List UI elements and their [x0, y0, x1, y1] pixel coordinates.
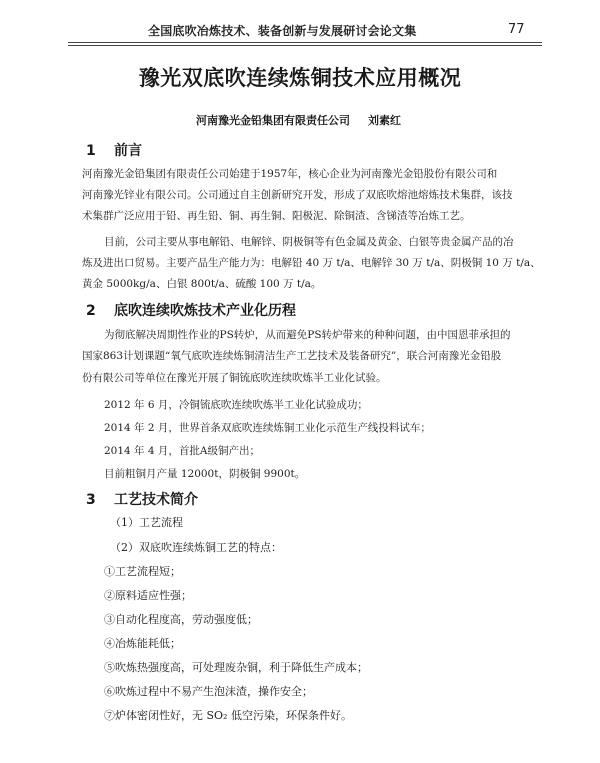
section-title: 工艺技术简介 [114, 492, 198, 508]
feature-item: ③自动化程度高，劳动强度低； [104, 613, 258, 626]
feature-item: ①工艺流程短； [104, 565, 181, 578]
section-heading-1 [86, 140, 142, 160]
subsection-line: （2）双底吹连续炼铜工艺的特点： [110, 541, 282, 554]
affiliation: 河南豫光金铅集团有限责任公司 [196, 114, 350, 127]
byline [196, 112, 401, 128]
section-number: 2 [86, 303, 96, 319]
feature-item: ⑤吹炼热强度高，可处理废杂铜，利于降低生产成本； [104, 661, 368, 674]
paragraph-line: 为彻底解决周期性作业的PS转炉，从而避免PS转炉带来的种种问题，由中国恩菲承担的 [104, 329, 511, 341]
page-number: 77 [508, 22, 525, 37]
section-number: 1 [86, 143, 96, 159]
paragraph-line: 国家863计划课题“氧气底吹连续炼铜清洁生产工艺技术及装备研究”，联合河南豫光金铅股 [82, 350, 502, 362]
paragraph-line: 份有限公司等单位在豫光开展了铜锍底吹连续吹炼半工业化试验。 [82, 372, 387, 384]
paragraph-line: 术集群广泛应用于铅、再生铅、铜、再生铜、阳极泥、除铜渣、含锑渣等冶炼工艺。 [82, 210, 471, 222]
author: 刘素红 [368, 114, 401, 127]
paragraph-line: 河南豫光金铅集团有限责任公司始建于1957年，核心企业为河南豫光金铅股份有限公司和 [82, 168, 498, 180]
feature-item: ②原料适应性强； [104, 589, 192, 602]
subsection-line: （1）工艺流程 [110, 516, 183, 529]
feature-item: ⑥吹炼过程中不易产生泡沫渣，操作安全； [104, 685, 313, 698]
feature-item: ⑦炉体密闭性好，无 SO₂ 低空污染，环保条件好。 [104, 709, 352, 722]
milestone-line: 2014 年 4 月，首批A级铜产出； [104, 445, 260, 457]
section-heading-2 [86, 300, 296, 320]
paragraph-line: 目前，公司主要从事电解铅、电解锌、阴极铜等有色金属及黄金、白银等贵金属产品的冶 [104, 236, 514, 248]
header-rule [68, 42, 542, 46]
section-heading-3 [86, 489, 198, 509]
section-number: 3 [86, 492, 96, 508]
milestone-line: 目前粗铜月产量 12000t，阴极铜 9900t。 [104, 468, 306, 480]
article-title: 豫光双底吹连续炼铜技术应用概况 [138, 66, 462, 90]
milestone-line: 2012 年 6 月，冷铜锍底吹连续吹炼半工业化试验成功； [104, 399, 368, 411]
milestone-line: 2014 年 2 月，世界首条双底吹连续炼铜工业化示范生产线投料试车； [104, 422, 431, 434]
paragraph-line: 河南豫光锌业有限公司。公司通过自主创新研究开发，形成了双底吹熔池熔炼技术集群，该技 [82, 189, 513, 201]
running-header: 全国底吹冶炼技术、装备创新与发展研讨会论文集 [148, 24, 417, 38]
feature-item: ④冶炼能耗低； [104, 637, 181, 650]
section-title: 底吹连续吹炼技术产业化历程 [114, 303, 296, 319]
paragraph-line: 炼及进出口贸易。主要产品生产能力为：电解铅 40 万 t/a、电解锌 30 万 t/a、阴极铜 10 万 t/a、 [82, 257, 541, 269]
section-title: 前言 [114, 143, 142, 159]
paragraph-line: 黄金 5000kg/a、白银 800t/a、硫酸 100 万 t/a。 [82, 278, 322, 290]
